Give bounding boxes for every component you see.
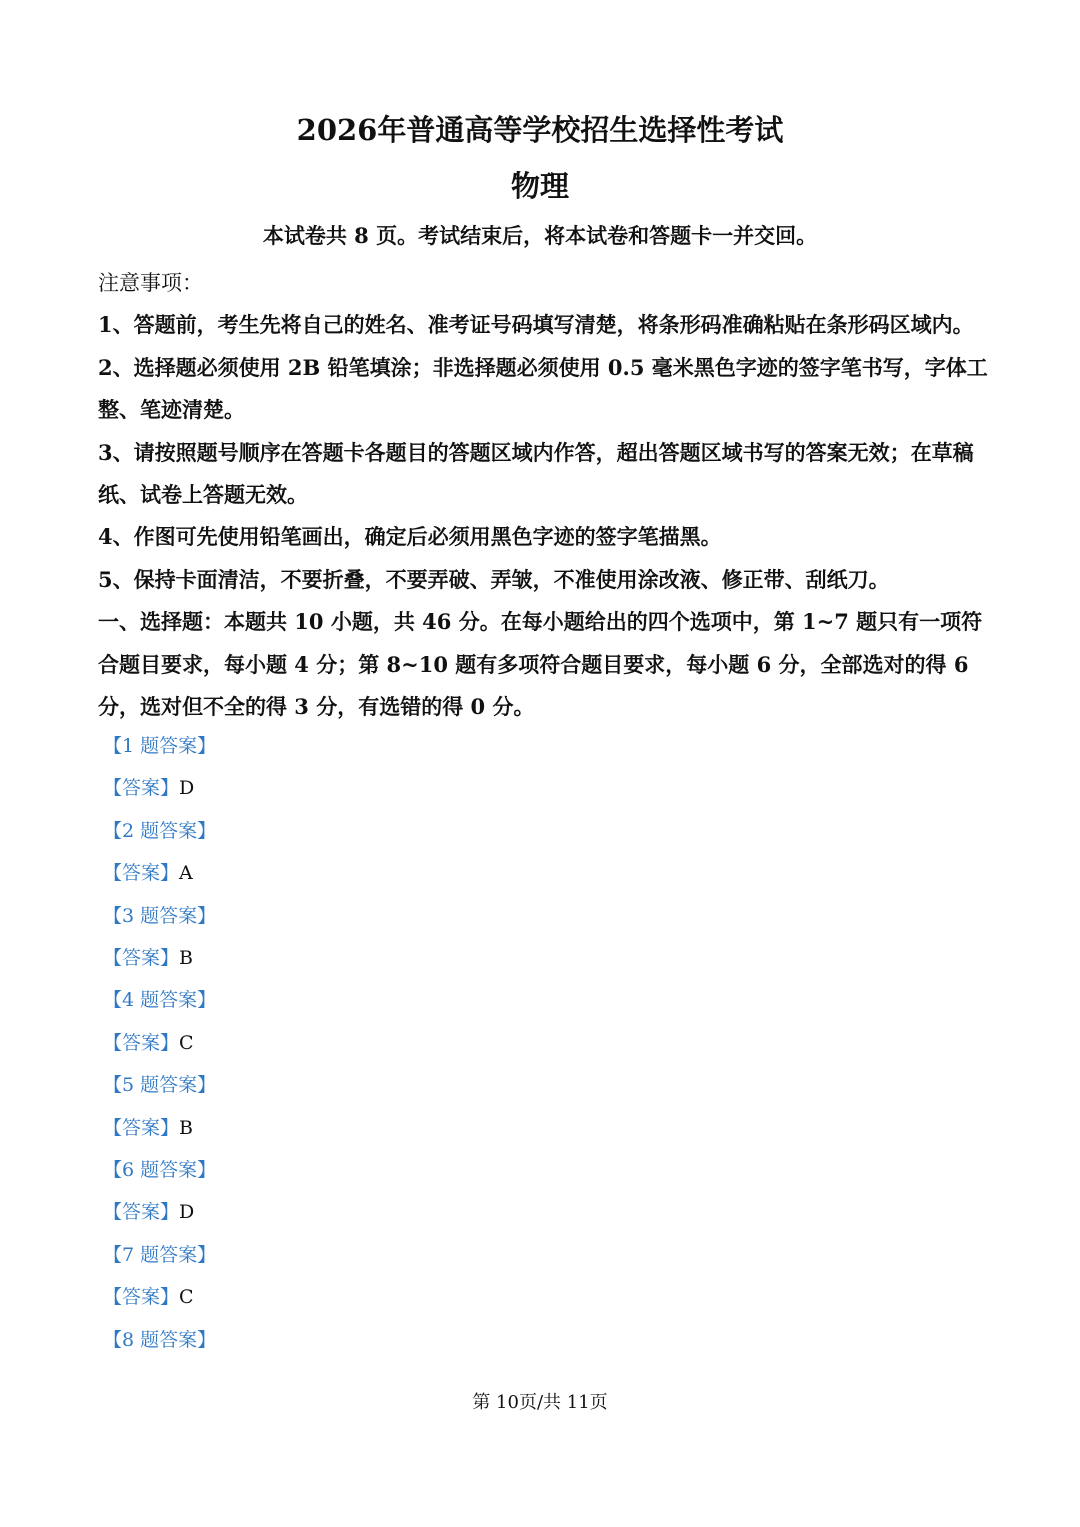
answer-line-6 bbox=[103, 1191, 703, 1233]
answer-line-2 bbox=[103, 852, 703, 894]
answer-line-1 bbox=[103, 767, 703, 809]
answer-value: A bbox=[179, 862, 193, 885]
question-heading-2: 【2 题答案】 bbox=[103, 819, 217, 842]
answer-list bbox=[103, 725, 703, 1361]
answer-value: D bbox=[179, 1201, 195, 1224]
answer-label: 【答案】 bbox=[103, 1116, 180, 1139]
notice-item-5: 5、保持卡面清洁，不要折叠，不要弄破、弄皱，不准使用涂改液、修正带、刮纸刀。 bbox=[98, 566, 890, 592]
question-heading-4: 【4 题答案】 bbox=[103, 989, 217, 1012]
answer-value: C bbox=[179, 1031, 194, 1054]
answer-value: B bbox=[179, 947, 193, 970]
answer-value: C bbox=[179, 1286, 194, 1309]
notice-item-2: 2、选择题必须使用 2B 铅笔填涂；非选择题必须使用 0.5 毫米黑色字迹的签字笔书写，字体工整、笔迹清楚。 bbox=[98, 354, 988, 423]
answer-line-3 bbox=[103, 937, 703, 979]
question-heading-6: 【6 题答案】 bbox=[103, 1159, 217, 1182]
answer-label: 【答案】 bbox=[103, 1286, 180, 1309]
notice-heading: 注意事项： bbox=[98, 271, 203, 295]
answer-label: 【答案】 bbox=[103, 777, 180, 800]
section-instructions: 一、选择题：本题共 10 小题，共 46 分。在每小题给出的四个选项中，第 1~7 题只有一项符合题目要求，每小题 4 分；第 8~10 题有多项符合题目要求，每小题 6 分，全部选对的得 6 分，选对但不全的得 3 分，有选错的得 0 分。 bbox=[98, 609, 983, 720]
notice-item-1: 1、答题前，考生先将自己的姓名、准考证号码填写清楚，将条形码准确粘贴在条形码区域内。 bbox=[98, 312, 974, 338]
subject-title: 物理 bbox=[510, 169, 569, 203]
question-heading-1: 【1 题答案】 bbox=[103, 735, 217, 757]
answer-label: 【答案】 bbox=[103, 1031, 180, 1054]
answer-value: D bbox=[179, 777, 195, 800]
question-heading-7: 【7 题答案】 bbox=[103, 1243, 217, 1266]
answer-label: 【答案】 bbox=[103, 1201, 180, 1224]
question-heading-8: 【8 题答案】 bbox=[103, 1328, 217, 1351]
question-heading-5: 【5 题答案】 bbox=[103, 1074, 217, 1097]
notice-item-3: 3、请按照题号顺序在答题卡各题目的答题区域内作答，超出答题区域书写的答案无效；在草稿纸、试卷上答题无效。 bbox=[98, 439, 974, 508]
question-heading-3: 【3 题答案】 bbox=[103, 904, 217, 927]
answer-label: 【答案】 bbox=[103, 862, 180, 885]
exam-title: 2026年普通高等学校招生选择性考试 bbox=[296, 113, 784, 147]
answer-value: B bbox=[179, 1116, 193, 1139]
answer-label: 【答案】 bbox=[103, 947, 180, 970]
notice-section bbox=[98, 262, 988, 728]
answer-line-5 bbox=[103, 1107, 703, 1149]
answer-line-4 bbox=[103, 1022, 703, 1064]
answer-line-7 bbox=[103, 1276, 703, 1318]
notice-item-4: 4、作图可先使用铅笔画出，确定后必须用黑色字迹的签字笔描黑。 bbox=[98, 524, 722, 550]
intro-line: 本试卷共 8 页。考试结束后，将本试卷和答题卡一并交回。 bbox=[262, 223, 818, 248]
page-number: 第 10页/共 11页 bbox=[472, 1392, 608, 1413]
